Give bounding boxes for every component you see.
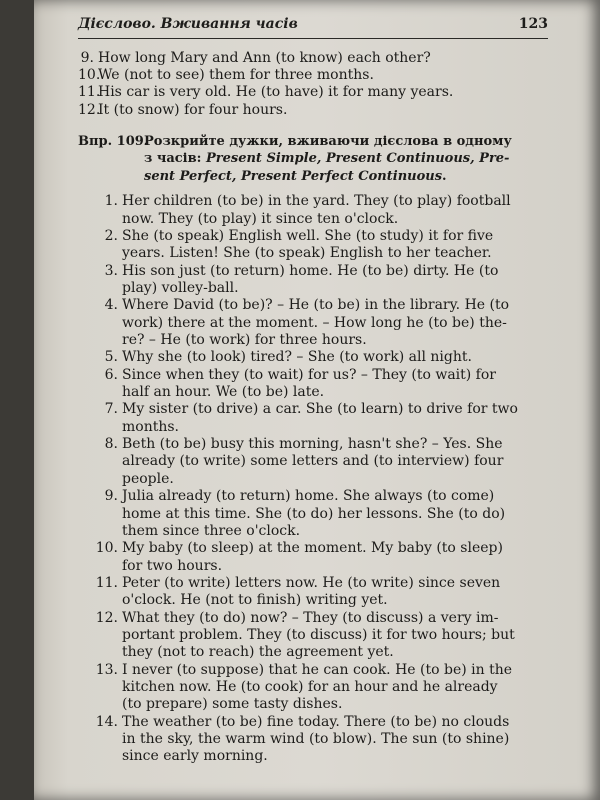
- item-text-line: now. They (to play) it since ten o'clock.: [122, 210, 399, 227]
- item-number: 10.: [95, 540, 118, 557]
- list-item: [78, 84, 548, 101]
- exercise-instruction-line-2: [144, 150, 548, 168]
- item-text-line: years. Listen! She (to speak) English to her teacher.: [122, 245, 492, 262]
- page-header: [78, 14, 548, 39]
- item-text-line: portant problem. They (to discuss) it for two hours; but: [122, 626, 515, 643]
- list-item: [78, 540, 548, 575]
- book-page: [34, 0, 600, 800]
- item-text-line: She (to speak) English well. She (to study) it for five: [122, 228, 494, 244]
- item-text-line: home at this time. She (to do) her lessons. She (to do): [122, 505, 506, 522]
- item-text-line: for two hours.: [122, 557, 223, 574]
- list-item: [78, 102, 548, 119]
- item-text-line: I never (to suppose) that he can cook. He (to be) in the: [122, 661, 513, 678]
- exercise-heading: [78, 133, 548, 186]
- list-item: [78, 50, 548, 67]
- item-text-line: Peter (to write) letters now. He (to write) since seven: [122, 574, 501, 591]
- list-item: [78, 263, 548, 298]
- exercise-label: Впр. 109.: [78, 133, 149, 149]
- list-item: [78, 228, 548, 263]
- list-item: [78, 714, 548, 766]
- list-item: [78, 436, 548, 488]
- item-text-line: What they (to do) now? – They (to discuss) a very im-: [122, 609, 499, 626]
- item-number: 12.: [78, 101, 101, 118]
- item-text-line: them since three o'clock.: [122, 522, 301, 539]
- item-number: 6.: [104, 366, 118, 383]
- item-text-line: My sister (to drive) a car. She (to learn) to drive for two: [122, 401, 518, 418]
- item-text-line: Why she (to look) tired? – She (to work) all night.: [122, 349, 472, 366]
- list-item: [78, 193, 548, 228]
- item-number: 9.: [104, 488, 118, 505]
- list-item: [78, 367, 548, 402]
- item-text-line: His son just (to return) home. He (to be) dirty. He (to: [122, 262, 499, 279]
- item-text-line: play) volley-ball.: [122, 280, 239, 297]
- item-number: 13.: [95, 661, 118, 678]
- item-text-line: kitchen now. He (to cook) for an hour and he already: [122, 678, 498, 695]
- item-number: 8.: [104, 436, 118, 453]
- item-text-line: already (to write) some letters and (to interview) four: [122, 453, 504, 470]
- item-number: 1.: [104, 193, 118, 210]
- item-number: 14.: [95, 713, 118, 730]
- item-text-line: o'clock. He (not to finish) writing yet.: [122, 592, 388, 609]
- item-number: 5.: [104, 349, 118, 366]
- item-text-line: months.: [122, 418, 179, 435]
- item-text-line: people.: [122, 470, 174, 487]
- item-text-line: since early morning.: [122, 748, 268, 765]
- item-text-line: re? – He (to work) for three hours.: [122, 332, 367, 349]
- list-item: [78, 662, 548, 714]
- item-number: 9.: [80, 50, 94, 66]
- item-text-line: half an hour. We (to be) late.: [122, 384, 325, 401]
- item-text-line: It (to snow) for four hours.: [98, 101, 288, 118]
- item-number: 3.: [104, 262, 118, 279]
- item-text-line: Julia already (to return) home. She always (to come): [122, 488, 495, 505]
- item-number: 12.: [95, 609, 118, 626]
- page-body: [78, 50, 548, 766]
- list-item: [78, 67, 548, 84]
- item-text-line: How long Mary and Ann (to know) each other?: [98, 50, 431, 66]
- page-number: 123: [518, 16, 548, 32]
- list-item: [78, 349, 548, 366]
- item-number: 7.: [104, 401, 118, 418]
- item-number: 4.: [104, 297, 118, 314]
- item-number: 11.: [78, 84, 101, 101]
- list-item: [78, 488, 548, 540]
- exercise-instruction-prefix: з часів:: [144, 151, 206, 167]
- exercise-tenses-line-1: Present Simple, Present Continuous, Pre-: [205, 151, 510, 167]
- item-text-line: (to prepare) some tasty dishes.: [122, 696, 343, 713]
- list-item: [78, 610, 548, 662]
- list-item: [78, 401, 548, 436]
- item-text-line: Where David (to be)? – He (to be) in the library. He (to: [122, 297, 510, 314]
- list-item: [78, 297, 548, 349]
- item-number: 10.: [78, 67, 101, 84]
- item-text-line: in the sky, the warm wind (to blow). The sun (to shine): [122, 730, 510, 747]
- list-item: [78, 575, 548, 610]
- item-text-line: work) there at the moment. – How long he (to be) the-: [122, 314, 507, 331]
- item-number: 11.: [95, 574, 118, 591]
- exercise-instruction-line-3: [144, 168, 548, 186]
- item-text-line: Her children (to be) in the yard. They (to play) football: [122, 193, 511, 210]
- previous-exercise-list: [78, 50, 548, 119]
- item-text-line: The weather (to be) fine today. There (to be) no clouds: [122, 713, 510, 730]
- item-text-line: Beth (to be) busy this morning, hasn't she? – Yes. She: [122, 436, 503, 453]
- item-text-line: His car is very old. He (to have) it for many years.: [98, 84, 454, 101]
- exercise-tenses-end: .: [442, 168, 447, 184]
- exercise-tenses-line-2: sent Perfect, Present Perfect Continuous: [144, 168, 443, 184]
- chapter-title: Дієслово. Вживання часів: [78, 16, 298, 32]
- exercise-109-list: [78, 193, 548, 765]
- item-text-line: My baby (to sleep) at the moment. My baby (to sleep): [122, 540, 503, 557]
- item-text-line: We (not to see) them for three months.: [98, 67, 374, 84]
- exercise-instruction-line-1: Розкрийте дужки, вживаючи дієслова в одному: [144, 133, 512, 149]
- item-text-line: Since when they (to wait) for us? – They (to wait) for: [122, 366, 496, 383]
- item-text-line: they (not to reach) the agreement yet.: [122, 644, 394, 661]
- item-number: 2.: [104, 228, 118, 244]
